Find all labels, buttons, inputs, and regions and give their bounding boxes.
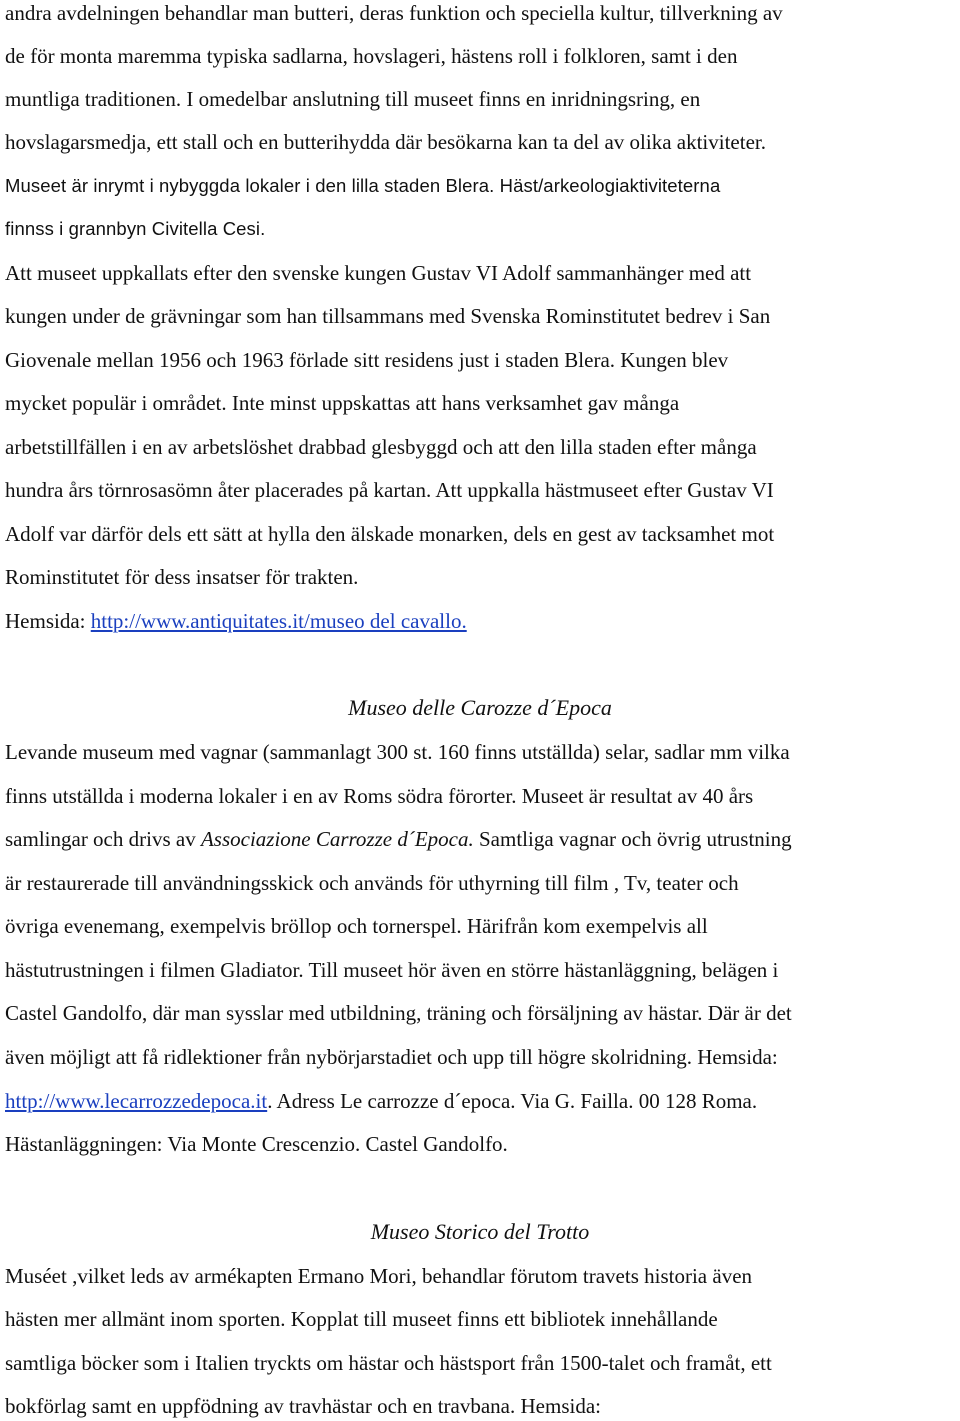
body-text-line: hundra års törnrosasömn åter placerades på kartan. Att uppkalla hästmuseet efter Gustav VI xyxy=(5,478,774,502)
body-text-line: andra avdelningen behandlar man butteri, deras funktion och speciella kultur, tillverkning av xyxy=(5,1,783,25)
body-text-line: de för monta maremma typiska sadlarna, hovslageri, hästens roll i folkloren, samt i den xyxy=(5,44,738,68)
body-text-line: bokförlag samt en uppfödning av travhästar och en travbana. Hemsida: xyxy=(5,1394,601,1418)
body-text-line: även möjligt att få ridlektioner från nybörjarstadiet och upp till högre skolridning. Hemsida: xyxy=(5,1045,778,1069)
body-text-line: Att museet uppkallats efter den svenske kungen Gustav VI Adolf sammanhänger med att xyxy=(5,261,752,285)
body-text-line: kungen under de grävningar som han tillsammans med Svenska Rominstitutet bedrev i San xyxy=(5,304,771,328)
body-text-line: finnss i grannbyn Civitella Cesi. xyxy=(5,218,266,239)
body-text-line: Giovenale mellan 1956 och 1963 förlade sitt residens just i staden Blera. Kungen blev xyxy=(5,348,729,372)
body-text-line: hästen mer allmänt inom sporten. Kopplat till museet finns ett bibliotek innehållande xyxy=(5,1307,718,1331)
homepage-link[interactable]: http://www.antiquitates.it/museo del cavallo. xyxy=(90,609,467,633)
body-text-line: hovslagarsmedja, ett stall och en butterihydda där besökarna kan ta del av olika aktiviteter. xyxy=(5,130,766,154)
section-heading: Museo delle Carozze d´Epoca xyxy=(348,695,612,720)
homepage-line xyxy=(5,1088,757,1114)
body-text-line: hästutrustningen i filmen Gladiator. Till museet hör även en större hästanläggning, belägen i xyxy=(5,958,779,982)
body-text-line xyxy=(5,826,792,852)
text-span: Samtliga vagnar och övrig utrustning xyxy=(473,827,792,851)
body-text-line: Adolf var därför dels ett sätt at hylla den älskade monarken, dels en gest av tacksamhet mot xyxy=(5,522,775,546)
body-text-line: Rominstitutet för dess insatser för trakten. xyxy=(5,565,359,589)
text-span: samlingar och drivs av xyxy=(5,827,201,851)
section-heading: Museo Storico del Trotto xyxy=(370,1219,590,1244)
body-text-line: Castel Gandolfo, där man sysslar med utbildning, träning och försäljning av hästar. Där är det xyxy=(5,1001,792,1025)
association-name: Associazione Carrozze d´Epoca. xyxy=(200,827,474,851)
body-text-line: mycket populär i området. Inte minst uppskattas att hans verksamhet gav många xyxy=(5,391,680,415)
body-text-line: samtliga böcker som i Italien tryckts om hästar och hästsport från 1500-talet och framåt, ett xyxy=(5,1351,772,1375)
homepage-link[interactable]: http://www.lecarrozzedepoca.it xyxy=(5,1089,268,1113)
homepage-line xyxy=(5,608,467,634)
body-text-line: övriga evenemang, exempelvis bröllop och tornerspel. Härifrån kom exempelvis all xyxy=(5,914,708,938)
body-text-line: är restaurerade till användningsskick och används för uthyrning till film , Tv, teater och xyxy=(5,871,739,895)
homepage-label: Hemsida: xyxy=(5,609,91,633)
address-text: . Adress Le carrozze d´epoca. Via G. Failla. 00 128 Roma. xyxy=(267,1089,758,1113)
body-text-line: arbetstillfällen i en av arbetslöshet drabbad glesbyggd och att den lilla staden efter många xyxy=(5,435,757,459)
body-text-line: finns utställda i moderna lokaler i en av Roms södra förorter. Museet är resultat av 40 års xyxy=(5,784,754,808)
body-text-line: Muséet ,vilket leds av armékapten Ermano Mori, behandlar förutom travets historia även xyxy=(5,1264,753,1288)
body-text-line: Hästanläggningen: Via Monte Crescenzio. Castel Gandolfo. xyxy=(5,1132,508,1156)
body-text-line: muntliga traditionen. I omedelbar anslutning till museet finns en inridningsring, en xyxy=(5,87,701,111)
body-text-line: Museet är inrymt i nybyggda lokaler i den lilla staden Blera. Häst/arkeologiaktiviteterna xyxy=(5,175,721,196)
body-text-line: Levande museum med vagnar (sammanlagt 300 st. 160 finns utställda) selar, sadlar mm vilka xyxy=(5,740,790,764)
